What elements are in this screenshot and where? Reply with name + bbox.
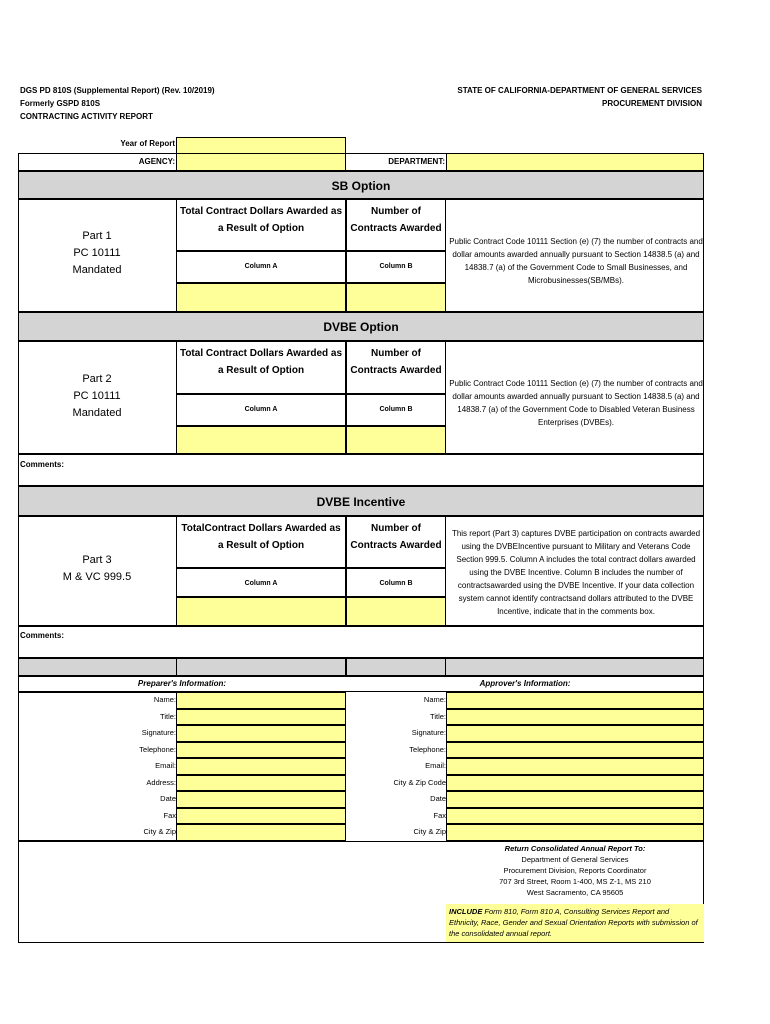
- preparer-field-label: Fax: [163, 810, 176, 820]
- approver-field-input[interactable]: [446, 709, 704, 726]
- dvbe-col-b-label: Column B: [346, 394, 446, 426]
- preparer-field-input[interactable]: [176, 742, 346, 759]
- approver-row: [346, 775, 446, 792]
- preparer-field-label: Name:: [153, 695, 176, 704]
- incentive-comments-box[interactable]: [18, 626, 704, 658]
- preparer-field-label: Telephone:: [139, 744, 176, 754]
- department-label: DEPARTMENT:: [388, 157, 445, 166]
- approver-row: [346, 709, 446, 726]
- sb-option-title: SB Option: [18, 171, 704, 199]
- incentive-col-b-label: Column B: [346, 568, 446, 597]
- incentive-col-b-header: Number of Contracts Awarded: [346, 516, 446, 568]
- sb-col-b-label: Column B: [346, 251, 446, 283]
- report-name: CONTRACTING ACTIVITY REPORT: [20, 112, 153, 121]
- department-input[interactable]: [446, 153, 704, 171]
- approver-field-label: Fax: [433, 810, 446, 820]
- approver-field-label: Name:: [423, 695, 446, 704]
- approver-field-label: Title:: [430, 711, 446, 721]
- approver-field-label: City & Zip: [413, 827, 446, 836]
- agency-line2: PROCUREMENT DIVISION: [601, 99, 702, 108]
- preparer-row: [18, 742, 176, 759]
- preparer-field-input[interactable]: [176, 791, 346, 808]
- approver-field-input[interactable]: [446, 742, 704, 759]
- agency-input[interactable]: [176, 153, 346, 171]
- preparer-heading: Preparer's Information:: [137, 679, 227, 688]
- incentive-col-b-input[interactable]: [346, 597, 446, 626]
- preparer-field-input[interactable]: [176, 775, 346, 792]
- dvbe-col-a-input[interactable]: [176, 426, 346, 454]
- sb-col-b-header: Number of Contracts Awarded: [346, 199, 446, 251]
- spacer-cell-a: [176, 658, 346, 676]
- form-id: DGS PD 810S (Supplemental Report) (Rev. 10/2019): [20, 86, 215, 95]
- preparer-row: [18, 808, 176, 825]
- return-line2: Procurement Division, Reports Coordinator: [503, 866, 647, 875]
- approver-row: [346, 824, 446, 841]
- preparer-row: [18, 709, 176, 726]
- agency-label: AGENCY:: [138, 157, 175, 166]
- approver-field-label: City & Zip Code: [393, 777, 446, 787]
- return-line1: Department of General Services: [521, 855, 629, 864]
- preparer-row: [18, 758, 176, 775]
- incentive-col-a-header: TotalContract Dollars Awarded as a Result of Option: [176, 516, 346, 568]
- sb-description: Public Contract Code 10111 Section (e) (7) the number of contracts and dollar amounts awarded annually pursuant to Section 14838.5 (a) and 14838.7 (a) of the Government Code to Small Businesses, and Microbusinesses(SB/MBs).: [449, 237, 703, 285]
- formerly-label: Formerly GSPD 810S: [20, 99, 101, 108]
- spacer-cell-b: [346, 658, 446, 676]
- incentive-col-a-label: Column A: [176, 568, 346, 597]
- preparer-field-label: City & Zip: [143, 827, 176, 836]
- dvbe-col-b-header: Number of Contracts Awarded: [346, 341, 446, 394]
- approver-field-input[interactable]: [446, 791, 704, 808]
- approver-field-input[interactable]: [446, 824, 704, 841]
- approver-field-label: Signature:: [411, 728, 446, 737]
- approver-row: [346, 808, 446, 825]
- approver-field-input[interactable]: [446, 692, 704, 709]
- return-heading: Return Consolidated Annual Report To:: [504, 844, 646, 853]
- return-line4: West Sacramento, CA 95605: [526, 888, 624, 897]
- dvbe-comments-box[interactable]: [18, 454, 704, 486]
- preparer-field-label: Address:: [146, 777, 176, 787]
- preparer-row: [18, 775, 176, 792]
- dvbe-description: Public Contract Code 10111 Section (e) (7) the number of contracts and dollar amounts awarded annually pursuant to Section 14838.5 (a) and 14838.7 (a) of the Government Code to Disabled Veteran Business Enterprises (DVBEs).: [449, 379, 703, 427]
- approver-field-input[interactable]: [446, 758, 704, 775]
- sb-col-a-input[interactable]: [176, 283, 346, 312]
- dvbe-comments-label: Comments:: [20, 460, 65, 469]
- dvbe-part-label: Part 2 PC 10111 Mandated: [72, 373, 122, 419]
- return-line3: 707 3rd Street, Room 1-400, MS Z-1, MS 210: [499, 877, 651, 886]
- preparer-field-label: Date: [160, 794, 176, 803]
- preparer-field-input[interactable]: [176, 692, 346, 709]
- dvbe-col-a-label: Column A: [176, 394, 346, 426]
- dvbe-option-title: DVBE Option: [18, 312, 704, 341]
- preparer-row: [18, 791, 176, 808]
- approver-field-input[interactable]: [446, 775, 704, 792]
- incentive-description: This report (Part 3) captures DVBE participation on contracts awarded using the DVBEIncentive pursuant to Military and Veterans Code Section 999.5. Column A includes the total contract dollars awarded using the DVBE Incentive. Column B includes the number of contractsawarded using the DVBE Incentive. If your data collection system cannot identify contractsand dollars attributed to the DVBE Incentive, indicate that in the comments box.: [451, 529, 701, 616]
- preparer-field-input[interactable]: [176, 725, 346, 742]
- preparer-row: [18, 692, 176, 709]
- approver-row: [346, 692, 446, 709]
- agency-line1: STATE OF CALIFORNIA-DEPARTMENT OF GENERAL SERVICES: [457, 86, 702, 95]
- preparer-row: [18, 824, 176, 841]
- sb-col-b-input[interactable]: [346, 283, 446, 312]
- sb-part-label: Part 1 PC 10111 Mandated: [72, 230, 122, 276]
- approver-row: [346, 725, 446, 742]
- year-label: Year of Report: [120, 139, 175, 148]
- preparer-field-input[interactable]: [176, 709, 346, 726]
- preparer-field-label: Signature:: [141, 728, 176, 737]
- dvbe-incentive-title: DVBE Incentive: [18, 486, 704, 516]
- preparer-field-input[interactable]: [176, 758, 346, 775]
- dvbe-col-a-header: Total Contract Dollars Awarded as a Result of Option: [176, 341, 346, 394]
- incentive-part-label: Part 3 M & VC 999.5: [62, 554, 132, 583]
- preparer-field-input[interactable]: [176, 824, 346, 841]
- approver-field-label: Email:: [425, 761, 446, 770]
- approver-field-label: Date: [430, 794, 446, 803]
- include-bold: INCLUDE: [449, 907, 483, 916]
- sb-col-a-header: Total Contract Dollars Awarded as a Result of Option: [176, 199, 346, 251]
- approver-field-input[interactable]: [446, 725, 704, 742]
- approver-heading: Approver's Information:: [479, 679, 571, 688]
- approver-row: [346, 791, 446, 808]
- return-info: [446, 843, 704, 898]
- year-input[interactable]: [176, 137, 346, 154]
- dvbe-col-b-input[interactable]: [346, 426, 446, 454]
- include-note: [446, 904, 704, 942]
- preparer-field-input[interactable]: [176, 808, 346, 825]
- incentive-comments-label: Comments:: [20, 631, 65, 640]
- include-text: Form 810, Form 810 A, Consulting Services Report and Ethnicity, Race, Gender and Sexual Orientation Reports with submission of the consolidated annual report.: [449, 907, 698, 938]
- approver-row: [346, 758, 446, 775]
- preparer-field-label: Title:: [160, 711, 176, 721]
- approver-row: [346, 742, 446, 759]
- preparer-row: [18, 725, 176, 742]
- incentive-col-a-input[interactable]: [176, 597, 346, 626]
- sb-col-a-label: Column A: [176, 251, 346, 283]
- preparer-field-label: Email:: [155, 761, 176, 770]
- approver-field-label: Telephone:: [409, 744, 446, 754]
- approver-field-input[interactable]: [446, 808, 704, 825]
